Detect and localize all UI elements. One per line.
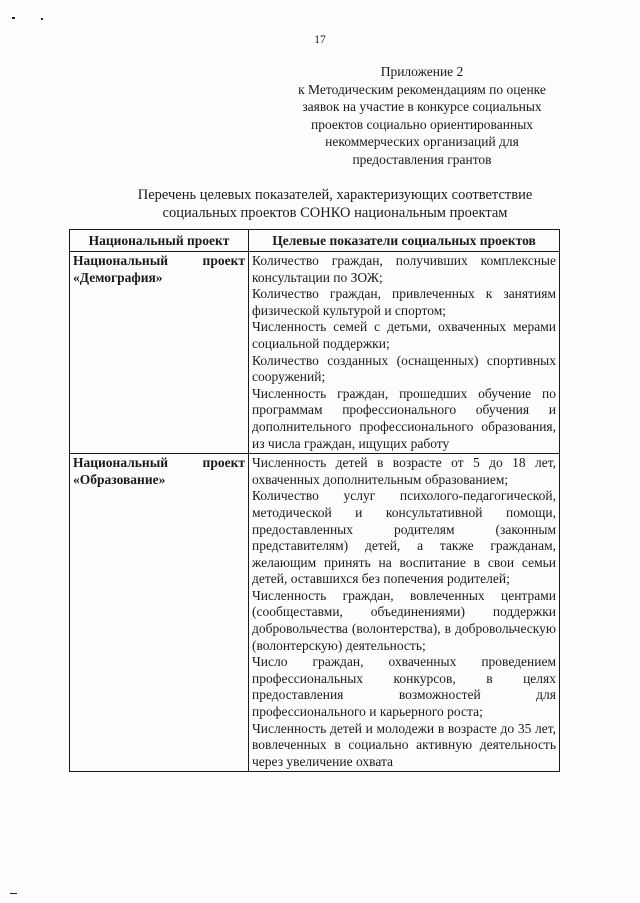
indicator-list — [249, 454, 560, 772]
scan-mark — [41, 18, 43, 20]
page-number: 17 — [314, 34, 326, 46]
appendix-line: заявок на участие в конкурсе социальных — [302, 99, 542, 114]
list-title — [50, 186, 620, 222]
appendix-line: Приложение 2 — [380, 64, 464, 79]
scan-mark — [10, 893, 17, 894]
table-row — [70, 252, 560, 454]
appendix-header — [262, 63, 582, 168]
scan-mark — [12, 17, 15, 19]
project-name: Национальный проект «Демография» — [70, 252, 249, 454]
list-title-line: социальных проектов СОНКО национальным проектам — [162, 205, 508, 221]
indicators-table — [69, 229, 560, 772]
indicator-item: Количество граждан, привлеченных к занятиям физической культурой и спортом; — [252, 286, 556, 318]
header-national-project: Национальный проект — [70, 230, 249, 252]
indicator-list — [249, 252, 560, 454]
indicator-item: Численность граждан, прошедших обучение по программам профессионального обучения и дополнительного профессионального образования, из числа граждан, ищущих работу — [252, 385, 556, 451]
header-target-indicators: Целевые показатели социальных проектов — [249, 230, 560, 252]
indicator-item: Численность детей в возрасте от 5 до 18 лет, охваченных дополнительным образованием; — [252, 455, 556, 487]
table-row — [70, 454, 560, 772]
appendix-line: некоммерческих организаций для — [325, 134, 519, 149]
indicator-item: Численность детей и молодежи в возрасте до 35 лет, вовлеченных в социально активную деятельность через увеличение охвата — [252, 720, 556, 769]
appendix-line: проектов социально ориентированных — [310, 116, 534, 132]
indicator-item: Численность граждан, вовлеченных центрами (сообщеставми, объединениями) поддержки добровольчества (волонтерства), в добровольческую (волонтерскую) деятельность; — [252, 587, 556, 653]
indicator-item: Количество созданных (оснащенных) спортивных сооружений; — [252, 352, 556, 385]
indicator-item: Число граждан, охваченных проведением профессиональных конкурсов, в целях предоставления возможностей для профессионального и карьерного роста; — [252, 654, 556, 720]
indicator-item: Численность семей с детьми, охваченных мерами социальной поддержки; — [252, 319, 556, 351]
indicator-item: Количество граждан, получивших комплексные консультации по ЗОЖ; — [252, 253, 556, 285]
appendix-line: предоставления грантов — [352, 151, 492, 167]
indicator-item: Количество услуг психолого-педагогической, методической и консультативной помощи, предоставленных родителям (законным представителям) детей, а также гражданам, желающим принять на воспитание в свои семьи детей, оставшихся без попечения родителей; — [252, 488, 556, 587]
project-name: Национальный проект «Образование» — [70, 454, 249, 772]
table-header-row — [70, 230, 560, 252]
list-title-line: Перечень целевых показателей, характеризующих соответствие — [137, 187, 533, 203]
appendix-line: к Методическим рекомендациям по оценке — [298, 81, 546, 97]
